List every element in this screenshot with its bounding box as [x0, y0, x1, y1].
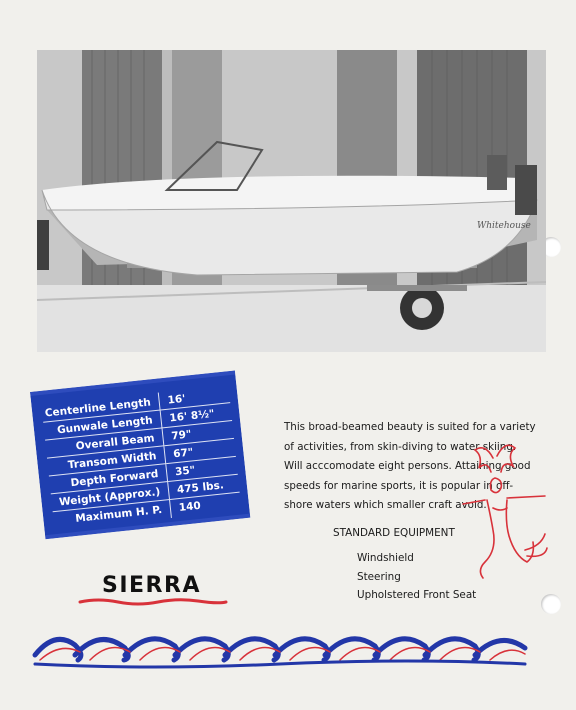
- spec-label: Weight (Approx.): [51, 482, 170, 512]
- spec-label: Overall Beam: [45, 428, 164, 458]
- wave-border: [30, 620, 530, 675]
- description-line: of activities, from skin-diving to water skiing.: [284, 440, 517, 453]
- description-line: Will acccomodate eight persons. Attaining good: [284, 460, 531, 473]
- description-line: speeds for marine sports, it is popular in off-: [284, 479, 514, 492]
- model-name: SIERRA: [102, 573, 201, 598]
- binder-hole-bottom: [541, 594, 561, 614]
- description-line: This broad-beamed beauty is suited for a variety: [284, 421, 536, 433]
- spec-table: [30, 370, 250, 539]
- spec-label: Depth Forward: [49, 464, 168, 494]
- spec-value: 16' 8½": [161, 403, 232, 428]
- standard-equipment-heading: STANDARD EQUIPMENT: [333, 527, 455, 539]
- equipment-item: Upholstered Front Seat: [357, 589, 477, 601]
- spec-label: Transom Width: [47, 446, 166, 476]
- mermaid-illustration: [455, 438, 550, 592]
- boat-photo: [37, 50, 546, 352]
- spec-value: 140: [178, 499, 202, 515]
- spec-label: Centerline Length: [41, 393, 160, 423]
- spec-value: 475 lbs.: [168, 475, 239, 500]
- equipment-item: Steering: [357, 570, 401, 583]
- spec-value: 35": [166, 457, 237, 482]
- spec-value: 67": [164, 439, 235, 464]
- model-name-underline: [78, 596, 228, 608]
- hull-script-text: Whitehouse: [477, 221, 531, 231]
- spec-card: [30, 370, 250, 539]
- spec-label: Gunwale Length: [43, 410, 162, 440]
- spec-value: 79": [163, 421, 234, 446]
- spec-label: Maximum H. P.: [53, 500, 172, 530]
- spec-value: 16': [159, 385, 230, 410]
- description-line: shore waters which smaller craft avoid.: [284, 499, 487, 512]
- equipment-item: Windshield: [357, 552, 414, 564]
